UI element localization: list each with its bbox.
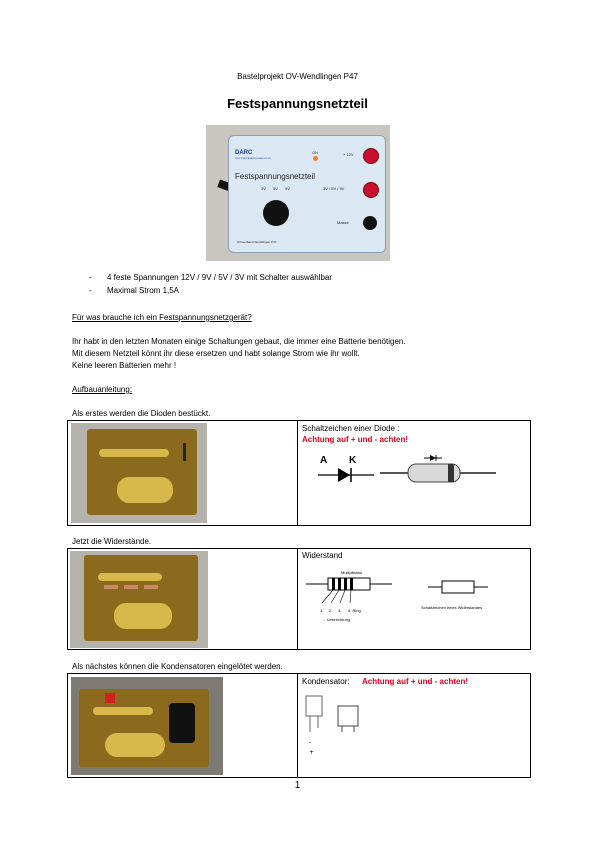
diode-symbol-icon xyxy=(316,465,376,485)
ring-label: 3. xyxy=(338,608,342,613)
ring-label: 2. xyxy=(329,608,333,613)
socket-label-var: 3V / 5V / 9V xyxy=(323,186,345,191)
paragraph-line: Keine leeren Batterien mehr ! xyxy=(72,361,177,370)
pcb-trace xyxy=(117,477,173,503)
on-label: ON xyxy=(312,150,318,155)
power-led xyxy=(313,156,318,161)
resistor-title: Widerstand xyxy=(302,551,343,560)
pcb-trace xyxy=(98,573,162,581)
resistor-table xyxy=(67,548,531,650)
section-heading-why: Für was brauche ich ein Festspannungsnetzgerät? xyxy=(72,313,252,322)
cathode-label: K xyxy=(349,455,357,466)
table-divider xyxy=(297,549,298,649)
pcb-trace xyxy=(99,449,169,457)
capacitor-table xyxy=(67,673,531,778)
resistor-component xyxy=(104,585,118,589)
list-item-dash: - xyxy=(89,286,92,295)
multiplier-label: Multiplikator xyxy=(341,570,363,575)
reading-direction-label: → Leserichtung xyxy=(322,617,351,622)
list-item: 4 feste Spannungen 12V / 9V / 5V / 3V mit Schalter auswählbar xyxy=(107,273,333,282)
resistor-component xyxy=(124,585,138,589)
socket-var xyxy=(363,182,379,198)
rotary-switch-knob xyxy=(263,200,289,226)
svg-text:-: - xyxy=(309,739,312,746)
paragraph-line: Mit diesem Netzteil könnt ihr diese ersetzen und habt solange Strom wie ihr wollt. xyxy=(72,349,360,358)
panel-footer: Ortsverband Wendlingen P47 xyxy=(237,240,277,244)
diode-component xyxy=(183,443,186,461)
capacitor-title: Kondensator: xyxy=(302,677,350,686)
pcb-trace xyxy=(105,733,165,757)
pcb-diodes-photo xyxy=(71,423,207,523)
page-title: Festspannungsnetzteil xyxy=(227,96,368,111)
ring-label: 1. xyxy=(320,608,324,613)
socket-label-12v: + 12V xyxy=(343,152,354,157)
step-intro-diodes: Als erstes werden die Dioden bestückt. xyxy=(72,409,211,418)
diode-component-icon xyxy=(378,451,498,485)
pcb-trace xyxy=(93,707,153,715)
pcb-board xyxy=(79,689,209,767)
socket-12v xyxy=(363,148,379,164)
table-divider xyxy=(297,674,298,777)
switch-label-9v: 9V xyxy=(285,186,290,191)
list-item-dash: - xyxy=(89,273,92,282)
pcb-board xyxy=(84,555,198,641)
panel-title: Festspannungsnetzteil xyxy=(235,172,316,181)
project-line: Bastelprojekt OV-Wendlingen P47 xyxy=(237,72,358,81)
ring-label: 4. Ring xyxy=(348,608,361,613)
table-divider xyxy=(297,421,298,525)
socket-gnd xyxy=(363,216,377,230)
socket-label-gnd: Masse xyxy=(337,220,349,225)
svg-text:+: + xyxy=(309,749,315,756)
resistor-symbol-caption: Schaltzeichen eines Widerstandes xyxy=(421,605,483,610)
resistor-component xyxy=(144,585,158,589)
anode-label: A xyxy=(320,455,328,466)
diode-table xyxy=(67,420,531,526)
step-intro-capacitors: Als nächstes können die Kondensatoren eingelötet werden. xyxy=(72,662,283,671)
paragraph-line: Ihr habt in den letzten Monaten einige Schaltungen gebaut, die immer eine Batterie benötigen. xyxy=(72,337,406,346)
device-front-panel xyxy=(228,135,386,253)
switch-label-3v: 3V xyxy=(261,186,266,191)
pcb-resistors-photo xyxy=(70,551,208,648)
pcb-board xyxy=(87,429,197,515)
darc-logo-sub: DEUTSCHER AMATEUR-RADIO-CLUB xyxy=(235,158,271,160)
pcb-trace xyxy=(114,603,172,629)
darc-logo: DARC xyxy=(235,150,253,156)
pcb-capacitors-photo xyxy=(71,677,223,775)
diode-symbol-title: Schaltzeichen einer Diode : xyxy=(302,424,400,433)
step-intro-resistors: Jetzt die Widerstände. xyxy=(72,537,152,546)
section-heading-build: Aufbauanleitung: xyxy=(72,385,133,394)
diode-warning: Achtung auf + und - achten! xyxy=(302,435,408,444)
list-item: Maximal Strom 1,5A xyxy=(107,286,180,295)
resistor-colorcode-icon xyxy=(304,573,394,607)
switch-label-5v: 5V xyxy=(273,186,278,191)
device-photo xyxy=(206,125,390,261)
page-number: 1 xyxy=(294,780,301,791)
film-capacitor-component xyxy=(105,693,115,703)
resistor-symbol-icon xyxy=(426,579,490,595)
electrolytic-capacitor-component xyxy=(169,703,195,743)
capacitor-components-icon xyxy=(304,692,384,772)
capacitor-warning: Achtung auf + und - achten! xyxy=(362,677,468,686)
